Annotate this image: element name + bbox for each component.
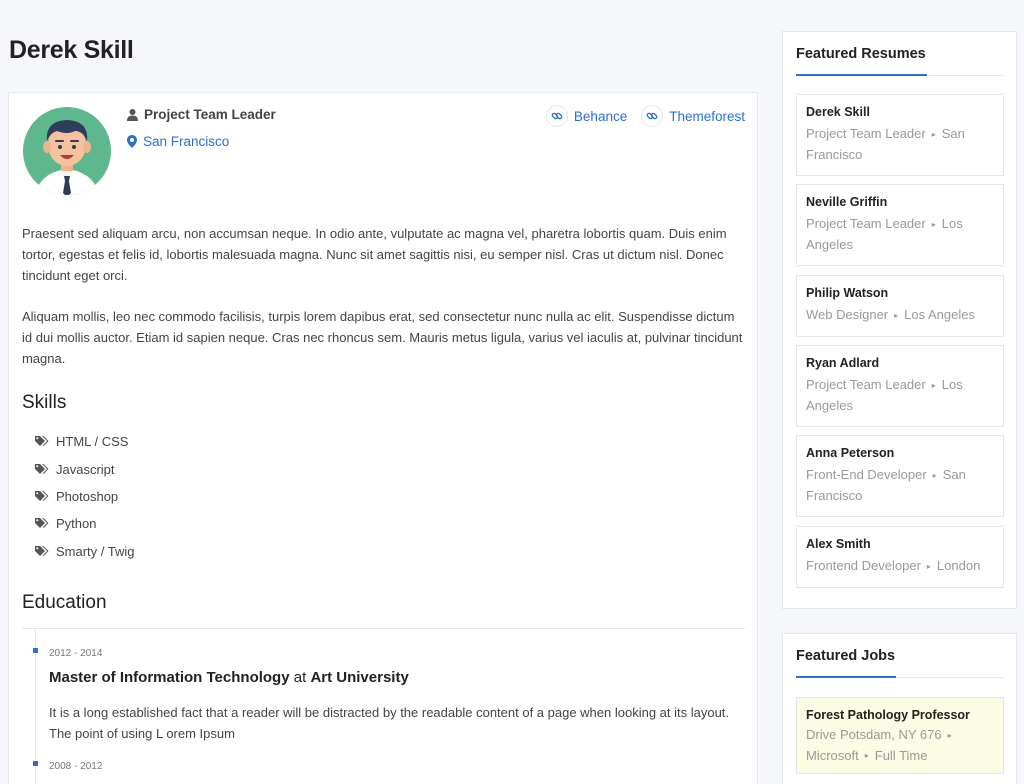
resume-card-item[interactable]	[796, 345, 1004, 427]
featured-jobs-heading-text: Featured Jobs	[796, 648, 896, 664]
profile-location	[127, 134, 229, 149]
heading-accent-bar	[796, 676, 896, 678]
about-paragraph: Aliquam mollis, leo nec commodo facilisis, turpis lorem dapibus erat, sed consectetur nunc nulla ac elit. Suspendisse dictum id dui mollis auctor. Etiam id sapien neque. Cras nec rhoncus sem. Mauris metus ligula, varius vel iaculis at, pulvinar tincidunt magna.	[22, 309, 743, 366]
featured-resumes-heading	[796, 32, 1003, 76]
map-marker-icon	[127, 135, 137, 148]
resume-meta	[806, 465, 994, 506]
about-paragraph: Praesent sed aliquam arcu, non accumsan neque. In odio ante, vulputate ac magna vel, pharetra lobortis quam. Duis enim tortor, egestas et felis id, lobortis malesuada magna. Nunc sit amet sagittis nisi, eu semper nisl. Cras ut dictum nisl. Donec tincidunt eget orci.	[22, 226, 727, 283]
page-title: Derek Skill	[9, 36, 134, 64]
caret-right-icon: ▸	[947, 730, 952, 740]
resume-location: San Francisco	[806, 126, 965, 162]
resume-meta	[806, 305, 994, 326]
resume-meta	[806, 124, 994, 165]
resume-card	[8, 92, 758, 784]
resume-name: Philip Watson	[806, 286, 889, 300]
themeforest-link-label: Themeforest	[669, 108, 745, 124]
behance-link-label: Behance	[573, 108, 628, 124]
skill-label: Python	[56, 516, 97, 532]
link-icon	[546, 105, 568, 127]
resume-location: Los Angeles	[806, 377, 963, 413]
resume-name: Neville Griffin	[806, 195, 888, 209]
skill-label: Smarty / Twig	[56, 543, 135, 559]
caret-right-icon: ▸	[932, 470, 937, 480]
profile-role-text: Project Team Leader	[144, 107, 276, 122]
resume-title: Project Team Leader	[806, 216, 926, 231]
job-company: Microsoft	[806, 747, 859, 763]
education-dates: 2008 - 2012	[49, 761, 103, 772]
skill-label: Javascript	[56, 461, 115, 477]
skill-item	[35, 510, 135, 537]
resume-name: Derek Skill	[806, 105, 870, 119]
skill-item	[35, 538, 135, 565]
caret-right-icon: ▸	[926, 561, 931, 571]
skills-heading: Skills	[22, 392, 67, 413]
education-degree: Master of Information Technology	[49, 669, 290, 686]
resume-card-item[interactable]	[796, 526, 1004, 588]
profile-role	[127, 107, 276, 122]
caret-right-icon: ▸	[931, 380, 936, 390]
resume-meta	[806, 556, 994, 577]
education-item	[49, 648, 745, 744]
caret-right-icon: ▸	[931, 219, 936, 229]
resume-title: Project Team Leader	[806, 126, 926, 141]
tags-icon	[35, 518, 49, 529]
resume-card-item[interactable]	[796, 275, 1004, 337]
education-item	[49, 761, 745, 772]
skill-label: Photoshop	[56, 488, 119, 504]
skills-list	[35, 428, 135, 565]
education-school: Art University	[310, 669, 409, 686]
behance-link[interactable]	[546, 105, 627, 127]
caret-right-icon: ▸	[864, 751, 869, 761]
skill-item	[35, 428, 135, 455]
tags-icon	[35, 436, 49, 447]
featured-jobs-heading	[796, 634, 1003, 678]
resume-name: Ryan Adlard	[806, 356, 880, 370]
resume-meta	[806, 375, 994, 416]
resume-meta	[806, 214, 994, 255]
education-description: It is a long established fact that a reader will be distracted by the readable content of a page when looking at its layout. The point of using L orem Ipsum	[49, 705, 730, 741]
skill-item	[35, 483, 135, 510]
profile-location-text: San Francisco	[143, 134, 230, 149]
heading-accent-bar	[796, 74, 927, 76]
education-at: at	[293, 669, 307, 686]
education-title	[49, 669, 745, 686]
timeline-dot	[32, 647, 39, 654]
themeforest-link[interactable]	[641, 105, 745, 127]
resume-title: Front-End Developer	[806, 467, 927, 482]
job-title: Forest Pathology Professor	[806, 708, 970, 722]
resume-card-item[interactable]	[796, 435, 1004, 517]
link-icon	[641, 105, 663, 127]
skill-label: HTML / CSS	[56, 434, 129, 450]
resume-card-item[interactable]	[796, 94, 1004, 176]
timeline-dot	[32, 760, 39, 767]
education-heading: Education	[22, 592, 107, 613]
job-type: Full Time	[874, 747, 928, 763]
resume-location: Los Angeles	[904, 307, 975, 322]
resume-name: Anna Peterson	[806, 446, 895, 460]
resume-title: Frontend Developer	[806, 558, 921, 573]
divider	[22, 628, 745, 629]
resume-title: Project Team Leader	[806, 377, 926, 392]
resume-name: Alex Smith	[806, 537, 871, 551]
tags-icon	[35, 491, 49, 502]
avatar	[23, 107, 111, 195]
tags-icon	[35, 464, 49, 475]
job-meta	[806, 725, 994, 766]
caret-right-icon: ▸	[931, 129, 936, 139]
user-icon	[127, 109, 138, 121]
skill-item	[35, 455, 135, 482]
resume-location: San Francisco	[806, 467, 966, 503]
tags-icon	[35, 546, 49, 557]
featured-resumes-widget	[782, 31, 1017, 609]
caret-right-icon: ▸	[894, 310, 899, 320]
education-dates: 2012 - 2014	[49, 648, 103, 659]
profile-links	[546, 105, 745, 127]
featured-jobs-widget	[782, 633, 1017, 784]
resume-location: London	[936, 558, 981, 573]
job-address: Drive Potsdam, NY 676	[806, 727, 942, 742]
resume-location: Los Angeles	[806, 216, 963, 252]
resume-card-item[interactable]	[796, 184, 1004, 266]
job-card-item[interactable]	[796, 697, 1004, 774]
resume-title: Web Designer	[806, 307, 889, 322]
featured-resumes-heading-text: Featured Resumes	[796, 46, 926, 62]
